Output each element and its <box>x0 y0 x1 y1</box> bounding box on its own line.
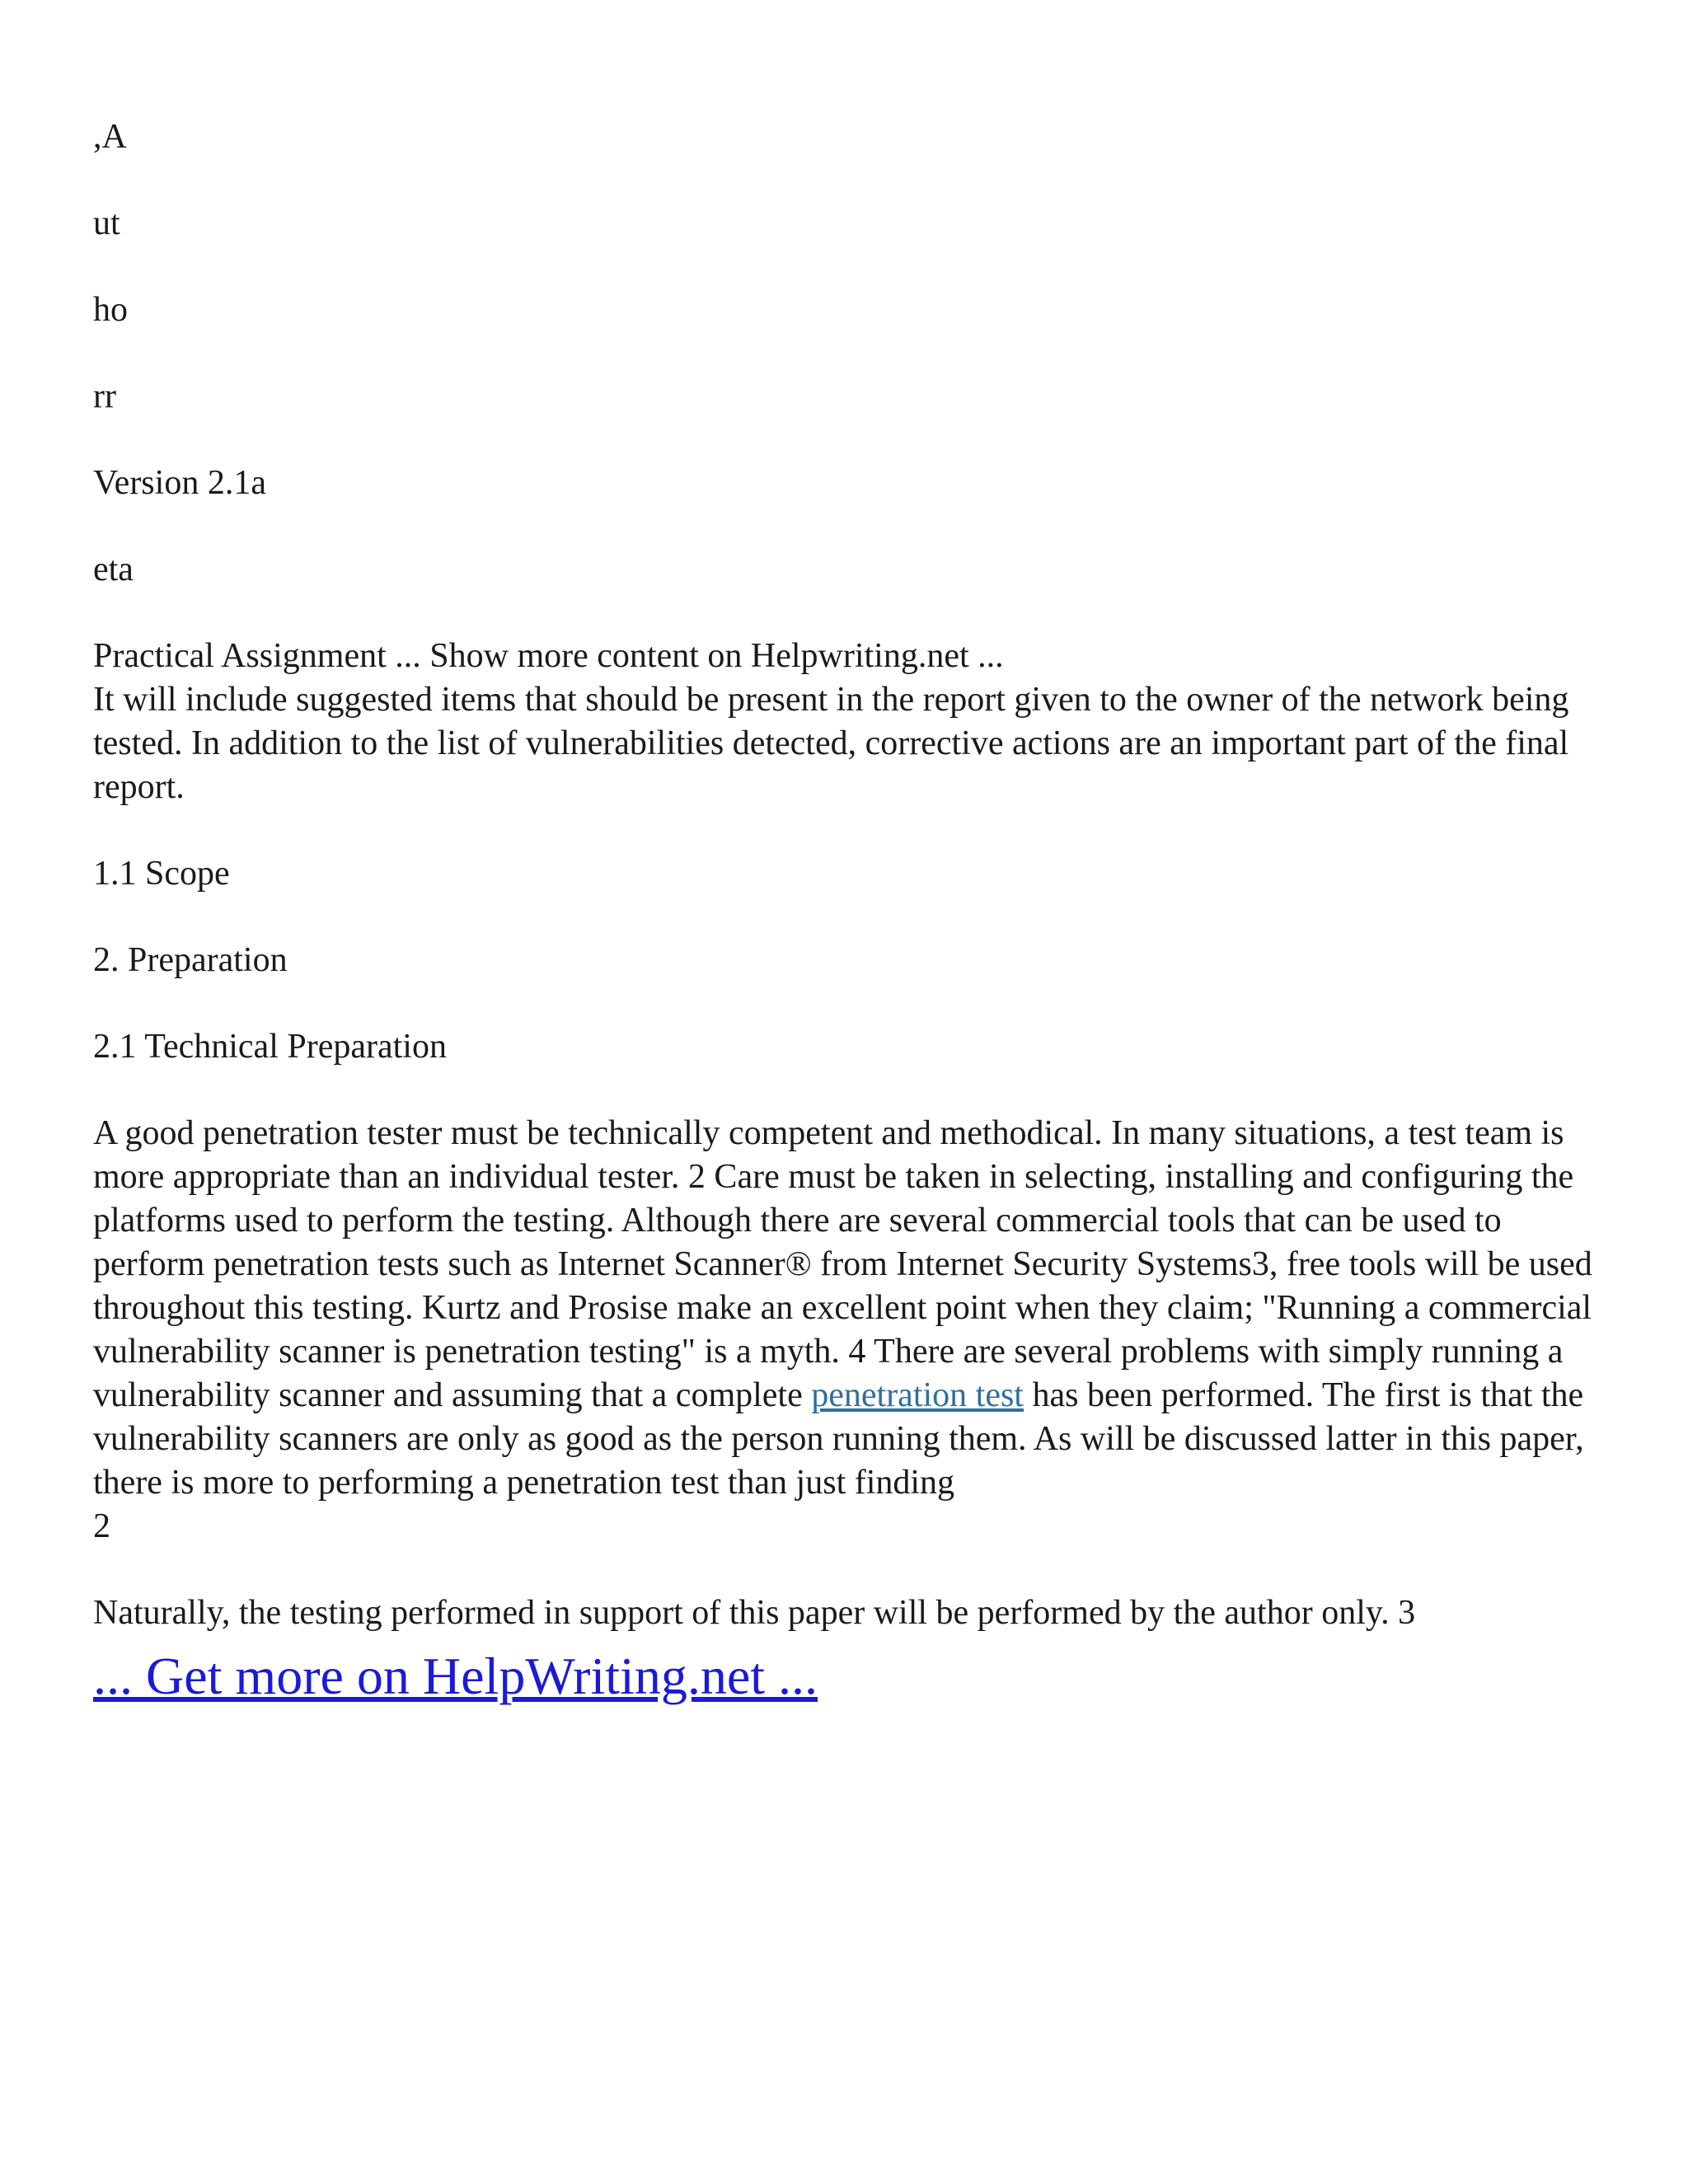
fragment-text: ut <box>93 204 120 242</box>
intro-line: Practical Assignment ... Show more content on Helpwriting.net ... <box>93 637 1004 675</box>
body-paragraph <box>93 1112 1610 1505</box>
section-heading-technical-preparation: 2.1 Technical Preparation <box>93 1028 447 1066</box>
page-number: 2 <box>93 1507 110 1545</box>
version-text: Version 2.1a <box>93 464 266 502</box>
section-heading-preparation: 2. Preparation <box>93 941 288 979</box>
get-more-link[interactable]: ... Get more on HelpWriting.net ... <box>93 1647 818 1705</box>
fragment-text: ,A <box>93 118 127 156</box>
section-heading-scope: 1.1 Scope <box>93 855 230 893</box>
penetration-test-link[interactable]: penetration test <box>811 1376 1024 1414</box>
document-page <box>93 115 1610 1706</box>
fragment-text: ho <box>93 291 128 329</box>
body-text-part2: has been performed. The first is that the vulnerability scanners are only as good as the person running them. As will be discussed latter in this paper, there is more to performing a penetration test than just finding <box>93 1376 1584 1502</box>
body-text-part1: A good penetration tester must be technically competent and methodical. In many situations, a test team is more appropriate than an individual tester. 2 Care must be taken in selecting, installing and configuring the platforms used to perform the testing. Although there are several commercial tools that can be used to perform penetration tests such as Internet Scanner® from Internet Security Systems3, free tools will be used throughout this testing. Kurtz and Prosise make an excellent point when they claim; "Running a commercial vulnerability scanner is penetration testing" is a myth. 4 There are several problems with simply running a vulnerability scanner and assuming that a complete <box>93 1114 1592 1414</box>
intro-paragraph: It will include suggested items that should be present in the report given to the owner of the network being tested. In addition to the list of vulnerabilities detected, corrective actions are an important part of the final report. <box>93 681 1569 806</box>
fragment-text: eta <box>93 551 134 588</box>
footnote-line: Naturally, the testing performed in support of this paper will be performed by the author only. 3 <box>93 1594 1416 1632</box>
fragment-text: rr <box>93 377 116 415</box>
